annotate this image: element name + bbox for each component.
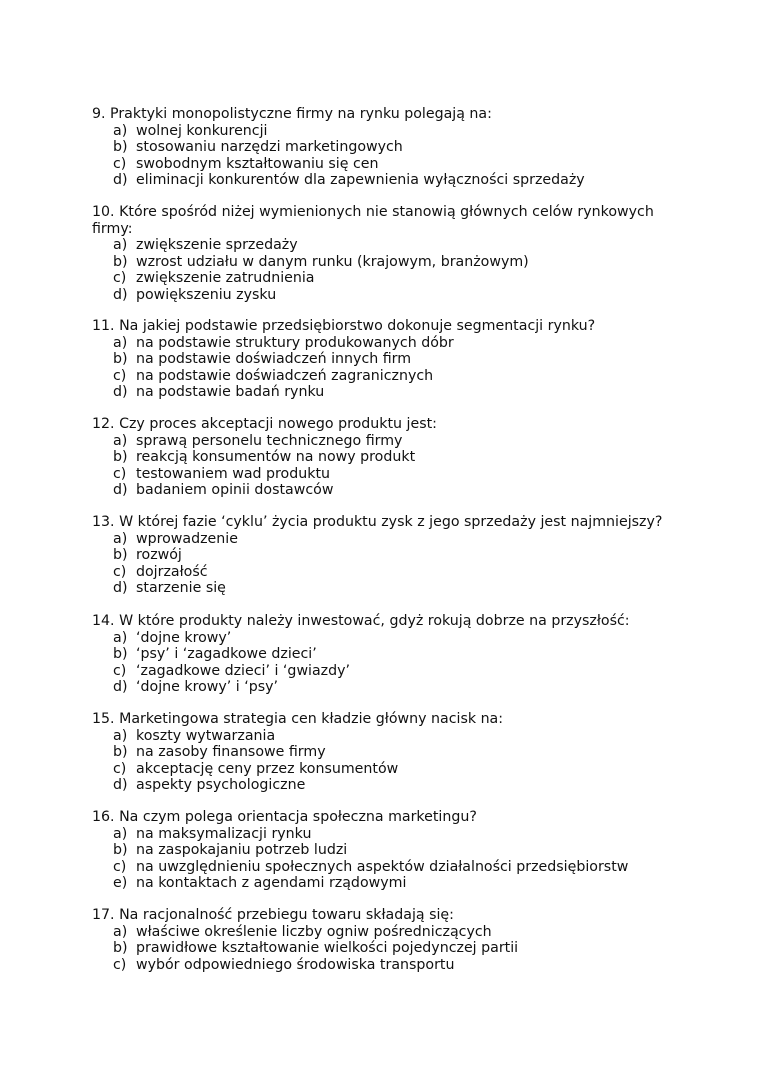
answer-option: [92, 744, 672, 761]
answer-option: [92, 466, 672, 483]
option-letter: c): [113, 662, 127, 679]
option-text: ‘dojne krowy’: [136, 629, 232, 646]
answer-option: [92, 761, 672, 778]
option-text: ‘dojne krowy’ i ‘psy’: [136, 679, 279, 695]
option-letter: c): [113, 465, 127, 482]
answer-option: [92, 531, 672, 548]
question-11: [92, 318, 672, 401]
option-text: prawidłowe kształtowanie wielkości pojedynczej partii: [136, 940, 519, 956]
answer-option: [92, 139, 672, 156]
option-text: zwiększenie sprzedaży: [136, 237, 298, 253]
option-text: wzrost udziału w danym runku (krajowym, branżowym): [136, 253, 529, 270]
option-text: na maksymalizacji rynku: [136, 825, 312, 842]
question-text: 14. W które produkty należy inwestować, gdyż rokują dobrze na przyszłość:: [92, 613, 630, 629]
option-letter: c): [113, 270, 127, 286]
question-9: [92, 106, 672, 189]
option-text: dojrzałość: [136, 563, 208, 580]
option-letter: a): [113, 432, 128, 449]
question-text: 12. Czy proces akceptacji nowego produktu jest:: [92, 416, 437, 432]
question-text: 13. W której fazie ‘cyklu’ życia produktu zysk z jego sprzedaży jest najmniejszy?: [92, 514, 663, 530]
option-letter: b): [113, 253, 128, 270]
option-text: akceptację ceny przez konsumentów: [136, 760, 399, 777]
option-letter: d): [113, 384, 128, 400]
option-letter: d): [113, 580, 128, 596]
option-letter: a): [113, 923, 128, 940]
option-text: swobodnym kształtowaniu się cen: [136, 155, 379, 172]
question-15: [92, 711, 672, 794]
option-letter: b): [113, 351, 128, 367]
question-text: 17. Na racjonalność przebiegu towaru składają się:: [92, 907, 454, 923]
answer-option: [92, 875, 672, 892]
option-letter: a): [113, 530, 128, 547]
option-text: powiększeniu zysku: [136, 286, 277, 303]
option-text: aspekty psychologiczne: [136, 777, 306, 793]
option-letter: b): [113, 449, 128, 465]
option-letter: b): [113, 547, 128, 563]
option-letter: b): [113, 940, 128, 956]
question-17: [92, 907, 672, 973]
option-letter: c): [113, 956, 127, 973]
answer-option: [92, 924, 672, 941]
answer-option: [92, 663, 672, 680]
option-text: badaniem opinii dostawców: [136, 482, 334, 498]
option-letter: d): [113, 286, 128, 303]
option-text: eliminacji konkurentów dla zapewnienia wyłączności sprzedaży: [136, 172, 585, 188]
question-14: [92, 613, 672, 696]
answer-option: [92, 580, 672, 597]
question-text: 9. Praktyki monopolistyczne firmy na rynku polegają na:: [92, 106, 492, 122]
answer-option: [92, 287, 672, 304]
option-letter: c): [113, 155, 127, 172]
option-text: na podstawie doświadczeń innych firm: [136, 351, 412, 367]
option-letter: a): [113, 334, 128, 351]
answer-option: [92, 564, 672, 581]
option-letter: d): [113, 172, 128, 188]
option-letter: a): [113, 122, 128, 139]
option-text: na podstawie doświadczeń zagranicznych: [136, 367, 434, 384]
answer-list: [92, 728, 672, 794]
option-text: na uwzględnieniu społecznych aspektów działalności przedsiębiorstw: [136, 858, 629, 875]
answer-option: [92, 335, 672, 352]
option-text: testowaniem wad produktu: [136, 465, 331, 482]
option-letter: b): [113, 842, 128, 858]
question-16: [92, 809, 672, 892]
option-text: wolnej konkurencji: [136, 122, 268, 139]
answer-option: [92, 826, 672, 843]
answer-option: [92, 842, 672, 859]
answer-list: [92, 531, 672, 597]
answer-list: [92, 630, 672, 696]
option-text: wprowadzenie: [136, 530, 238, 547]
option-text: na zasoby finansowe firmy: [136, 744, 326, 760]
option-letter: d): [113, 679, 128, 695]
option-text: wybór odpowiedniego środowiska transportu: [136, 956, 455, 973]
answer-option: [92, 940, 672, 957]
option-letter: a): [113, 727, 128, 744]
answer-option: [92, 123, 672, 140]
question-text: 10. Które spośród niżej wymienionych nie stanowią głównych celów rynkowych firmy:: [92, 204, 654, 237]
option-letter: b): [113, 139, 128, 155]
option-text: rozwój: [136, 547, 182, 563]
option-text: koszty wytwarzania: [136, 727, 276, 744]
option-letter: b): [113, 646, 128, 662]
option-text: ‘psy’ i ‘zagadkowe dzieci’: [136, 646, 317, 662]
option-text: starzenie się: [136, 580, 226, 596]
question-text: 11. Na jakiej podstawie przedsiębiorstwo dokonuje segmentacji rynku?: [92, 318, 596, 334]
option-letter: c): [113, 367, 127, 384]
option-text: na zaspokajaniu potrzeb ludzi: [136, 842, 348, 858]
question-text: 15. Marketingowa strategia cen kładzie główny nacisk na:: [92, 711, 504, 727]
answer-option: [92, 777, 672, 794]
answer-list: [92, 826, 672, 892]
question-12: [92, 416, 672, 499]
option-letter: a): [113, 629, 128, 646]
answer-option: [92, 172, 672, 189]
answer-option: [92, 859, 672, 876]
option-text: sprawą personelu technicznego firmy: [136, 432, 403, 449]
option-letter: c): [113, 563, 127, 580]
answer-option: [92, 270, 672, 287]
answer-option: [92, 728, 672, 745]
answer-list: [92, 335, 672, 401]
option-text: stosowaniu narzędzi marketingowych: [136, 139, 403, 155]
option-letter: a): [113, 237, 128, 253]
answer-list: [92, 237, 672, 303]
answer-list: [92, 433, 672, 499]
option-letter: d): [113, 777, 128, 793]
option-text: ‘zagadkowe dzieci’ i ‘gwiazdy’: [136, 662, 351, 679]
option-letter: c): [113, 760, 127, 777]
option-letter: b): [113, 744, 128, 760]
answer-option: [92, 156, 672, 173]
answer-list: [92, 924, 672, 974]
option-text: na podstawie struktury produkowanych dóbr: [136, 334, 454, 351]
answer-option: [92, 351, 672, 368]
answer-option: [92, 433, 672, 450]
answer-list: [92, 123, 672, 189]
answer-option: [92, 237, 672, 254]
option-text: na kontaktach z agendami rządowymi: [136, 875, 407, 891]
option-text: na podstawie badań rynku: [136, 384, 325, 400]
option-letter: e): [113, 875, 128, 891]
answer-option: [92, 384, 672, 401]
option-text: właściwe określenie liczby ogniw pośredniczących: [136, 923, 492, 940]
option-text: reakcją konsumentów na nowy produkt: [136, 449, 416, 465]
answer-option: [92, 957, 672, 974]
answer-option: [92, 630, 672, 647]
answer-option: [92, 679, 672, 696]
option-letter: d): [113, 482, 128, 498]
question-10: [92, 204, 672, 303]
answer-option: [92, 254, 672, 271]
option-letter: a): [113, 825, 128, 842]
option-text: zwiększenie zatrudnienia: [136, 270, 315, 286]
option-letter: c): [113, 858, 127, 875]
answer-option: [92, 482, 672, 499]
question-text: 16. Na czym polega orientacja społeczna marketingu?: [92, 809, 477, 825]
answer-option: [92, 547, 672, 564]
answer-option: [92, 449, 672, 466]
answer-option: [92, 368, 672, 385]
question-13: [92, 514, 672, 597]
answer-option: [92, 646, 672, 663]
